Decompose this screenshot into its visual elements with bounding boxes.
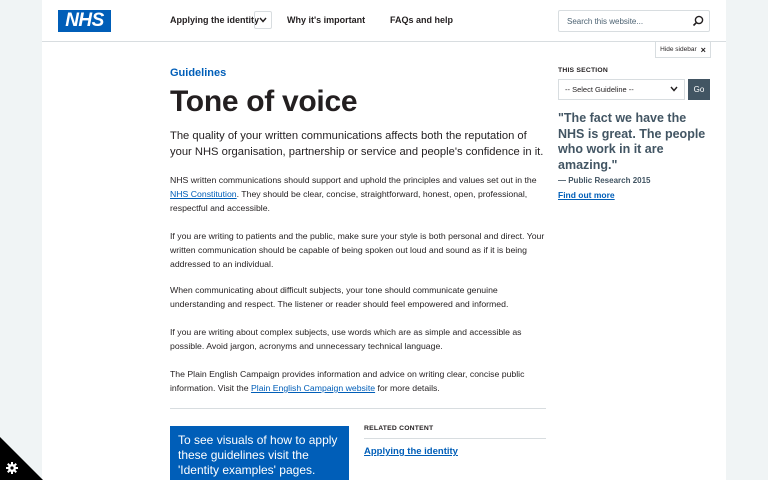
- paragraph-difficult-subjects: When communicating about difficult subjects, your tone should communicate genuine understanding and respect. The listener or reader should feel empowered and informed.: [170, 285, 509, 309]
- guideline-select-value: -- Select Guideline --: [565, 85, 634, 94]
- paragraph-complex-subjects: If you are writing about complex subjects, use words which are as simple and accessible as possible. Avoid jargon, acronyms and unnecessary technical language.: [170, 327, 522, 351]
- quote-attribution: — Public Research 2015: [558, 176, 651, 185]
- nav-faqs-help[interactable]: FAQs and help: [390, 15, 454, 25]
- paragraph-plain-english: [170, 367, 546, 395]
- testimonial-quote: "The fact we have the NHS is great. The people who work in it are amazing.": [558, 111, 706, 172]
- gear-icon: [6, 462, 18, 474]
- paragraph-text: NHS written communications should support and uphold the principles and values set out in the: [170, 175, 537, 185]
- hide-sidebar-label: Hide sidebar: [660, 46, 697, 53]
- hide-sidebar-button[interactable]: [655, 42, 711, 58]
- guideline-select[interactable]: [558, 79, 685, 100]
- paragraph-patients: If you are writing to patients and the public, make sure your style is both personal and direct. Your written communication should be capable of being spoken out loud and sound as if it is being addressed to an individual.: [170, 231, 545, 269]
- go-button[interactable]: Go: [688, 79, 710, 100]
- page-title: Tone of voice: [170, 85, 358, 118]
- related-divider: [364, 438, 546, 439]
- related-content-heading: RELATED CONTENT: [364, 425, 434, 432]
- search-icon: [691, 14, 705, 28]
- paragraph-constitution: [170, 173, 546, 215]
- find-out-more-link[interactable]: Find out more: [558, 190, 615, 200]
- related-link-applying-identity[interactable]: Applying the identity: [364, 446, 458, 457]
- paragraph-text: for more details.: [375, 383, 440, 393]
- search-input[interactable]: [559, 12, 683, 32]
- nhs-constitution-link[interactable]: NHS Constitution: [170, 189, 237, 199]
- chevron-down-icon: [259, 17, 267, 23]
- nav-applying-identity[interactable]: Applying the identity: [170, 15, 259, 25]
- paragraph-text: The Plain English Campaign provides information and advice on writing clear, concise public information. Visit the: [170, 369, 525, 393]
- plain-english-link[interactable]: Plain English Campaign website: [250, 383, 376, 393]
- nav-dropdown-toggle[interactable]: [254, 11, 272, 29]
- nhs-logo[interactable]: NHS: [58, 10, 111, 32]
- search-button[interactable]: [691, 14, 705, 28]
- page: [42, 0, 726, 480]
- this-section-heading: THIS SECTION: [558, 67, 608, 74]
- chevron-down-icon: [670, 86, 678, 92]
- search-box: [558, 10, 710, 32]
- identity-examples-callout[interactable]: To see visuals of how to apply these guidelines visit the 'Identity examples' pages.: [170, 426, 349, 480]
- nav-why-important[interactable]: Why it's important: [287, 15, 366, 25]
- cookie-settings-button[interactable]: [0, 437, 43, 480]
- content-divider: [170, 408, 546, 409]
- section-kicker: Guidelines: [170, 67, 227, 79]
- paragraph-text: . They should be clear, concise, straightforward, honest, open, professional, respectful and accessible.: [170, 189, 528, 213]
- lead-paragraph: The quality of your written communications affects both the reputation of your NHS organisation, partnership or service and people's confidence in it.: [170, 130, 544, 158]
- close-icon: ×: [700, 44, 706, 55]
- site-header: [42, 0, 726, 42]
